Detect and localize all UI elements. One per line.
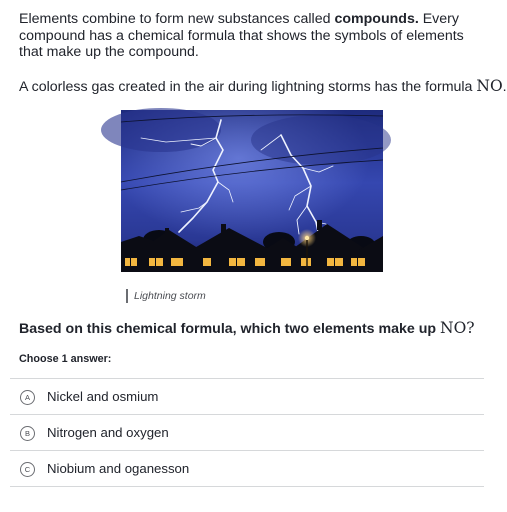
choice-b-label: Nitrogen and oxygen — [47, 425, 169, 440]
choice-c-label: Niobium and oganesson — [47, 461, 190, 476]
gas-sentence-end: . — [502, 79, 507, 95]
answer-choices — [10, 378, 484, 487]
question-text-start: Based on this chemical formula, which two elements make up — [19, 321, 441, 337]
choice-b[interactable] — [10, 415, 484, 451]
choice-a-label: Nickel and osmium — [47, 389, 159, 404]
intro-bold-term: compounds. — [334, 11, 419, 27]
gas-sentence — [19, 77, 507, 96]
choice-a-letter-icon: A — [20, 390, 35, 405]
gas-formula: NO — [476, 77, 503, 95]
choice-b-letter-icon: B — [20, 426, 35, 441]
intro-text-start: Elements combine to form new substances called — [19, 11, 335, 27]
question-text — [19, 319, 475, 338]
image-caption: Lightning storm — [126, 289, 206, 303]
gas-sentence-text: A colorless gas created in the air during lightning storms has the formula — [19, 79, 477, 95]
choice-c-letter-icon: C — [20, 462, 35, 477]
choice-a[interactable] — [10, 379, 484, 415]
intro-text-end: Every compound has a chemical formula that shows the symbols of elements that make up the compound. — [19, 11, 464, 60]
question-mark: ? — [466, 319, 475, 337]
intro-paragraph — [19, 11, 487, 61]
lightning-storm-photo — [121, 110, 383, 272]
question-formula: NO — [440, 319, 467, 337]
choose-instruction: Choose 1 answer: — [19, 353, 112, 365]
choice-c[interactable] — [10, 451, 484, 487]
